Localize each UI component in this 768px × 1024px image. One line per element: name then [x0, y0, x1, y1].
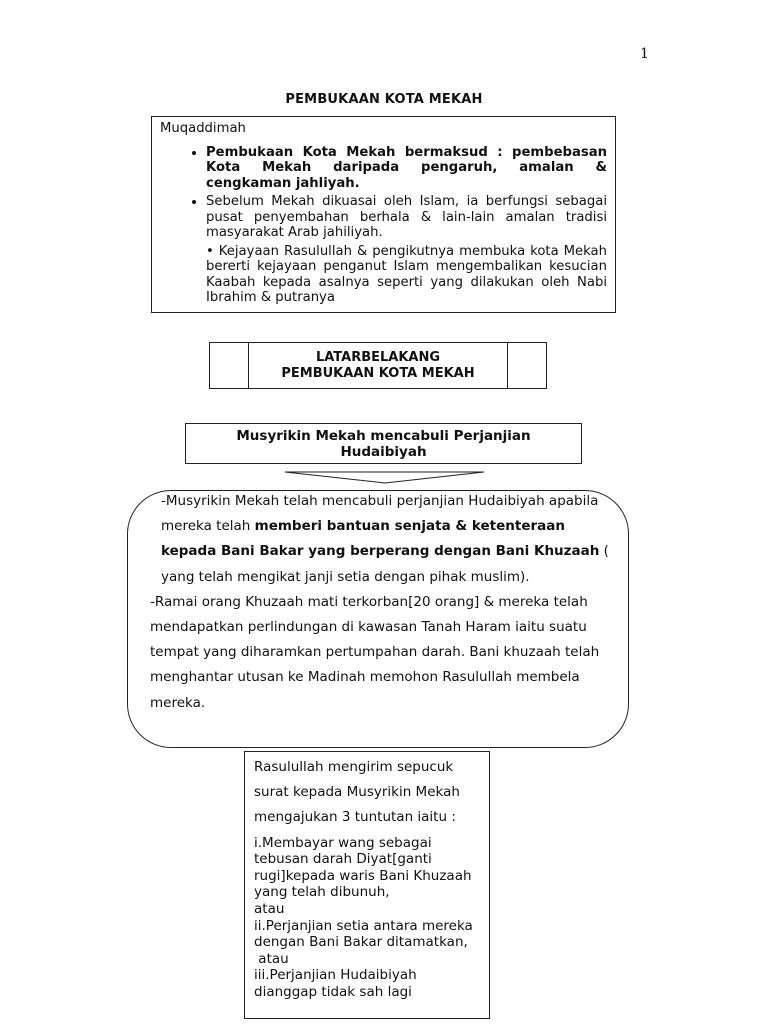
page-title: PEMBUKAAN KOTA MEKAH — [285, 92, 483, 107]
details-p1-start: -Musyrikin Mekah telah mencabuli perjanjian Hudaibiyah apabila mereka telah — [161, 493, 599, 535]
latarbelakang-title — [248, 342, 508, 389]
tuntutan-box — [244, 751, 490, 1019]
page-number: 1 — [640, 46, 649, 62]
tuntutan-or-2: atau — [254, 950, 289, 967]
muqaddimah-box — [151, 116, 616, 313]
tuntutan-list — [254, 835, 481, 1001]
muqaddimah-list — [160, 145, 607, 241]
details-paragraph-2: -Ramai orang Khuzaah mati terkorban[20 orang] & mereka telah mendapatkan perlindungan di kawasan Tanah Haram iaitu suatu tempat yang diharamkan pertumpahan darah. Bani khuzaah telah menghantar utusan ke Madinah memohon Rasulullah membela mereka. — [150, 593, 600, 711]
down-arrow-icon — [285, 463, 485, 485]
muqaddimah-bullet-2: • Sebelum Mekah dikuasai oleh Islam, ia berfungsi sebagai pusat penyembahan berhala & lain-lain amalan tradisi masyarakat Arab jahiliyah. — [206, 194, 607, 241]
latarbelakang-line-2: PEMBUKAAN KOTA MEKAH — [281, 365, 475, 381]
tuntutan-intro: Rasulullah mengirim sepucuk surat kepada Musyrikin Mekah mengajukan 3 tuntutan iaitu : — [254, 759, 460, 826]
muqaddimah-bullet-3: • Kejayaan Rasulullah & pengikutnya membuka kota Mekah bererti kejayaan penganut Islam mengembalikan kesucian Kaabah kepada asalnya seperti yang dilakukan oleh Nabi Ibrahim & putranya — [206, 243, 607, 305]
tuntutan-item-3: iii.Perjanjian Hudaibiyah dianggap tidak sah lagi — [254, 967, 417, 1000]
musyrikin-heading-box — [185, 423, 582, 464]
musyrikin-heading-line-1: Musyrikin Mekah mencabuli Perjanjian — [236, 428, 531, 444]
tuntutan-item-1: i.Membayar wang sebagai tebusan darah Diyat[ganti rugi]kepada waris Bani Khuzaah yang telah dibunuh, — [254, 834, 472, 901]
musyrikin-heading-line-2: Hudaibiyah — [340, 444, 427, 460]
details-p1-bold: memberi bantuan senjata & ketenteraan kepada Bani Bakar yang berperang dengan Bani Khuzaah — [161, 518, 600, 560]
details-p1-end: ( yang telah mengikat janji setia dengan pihak muslim). — [161, 543, 609, 585]
latarbelakang-box — [209, 342, 547, 389]
details-paragraph-1 — [150, 489, 612, 590]
details-text — [150, 489, 612, 716]
tuntutan-or-1: atau — [254, 900, 285, 917]
tuntutan-item-2: ii.Perjanjian setia antara mereka dengan Bani Bakar ditamatkan, — [254, 917, 473, 951]
latarbelakang-line-1: LATARBELAKANG — [315, 349, 441, 365]
muqaddimah-heading: Muqaddimah — [160, 121, 246, 136]
muqaddimah-bullet-1: • Pembukaan Kota Mekah bermaksud : pembebasan Kota Mekah daripada pengaruh, amalan & cengkaman jahliyah. — [206, 145, 607, 192]
